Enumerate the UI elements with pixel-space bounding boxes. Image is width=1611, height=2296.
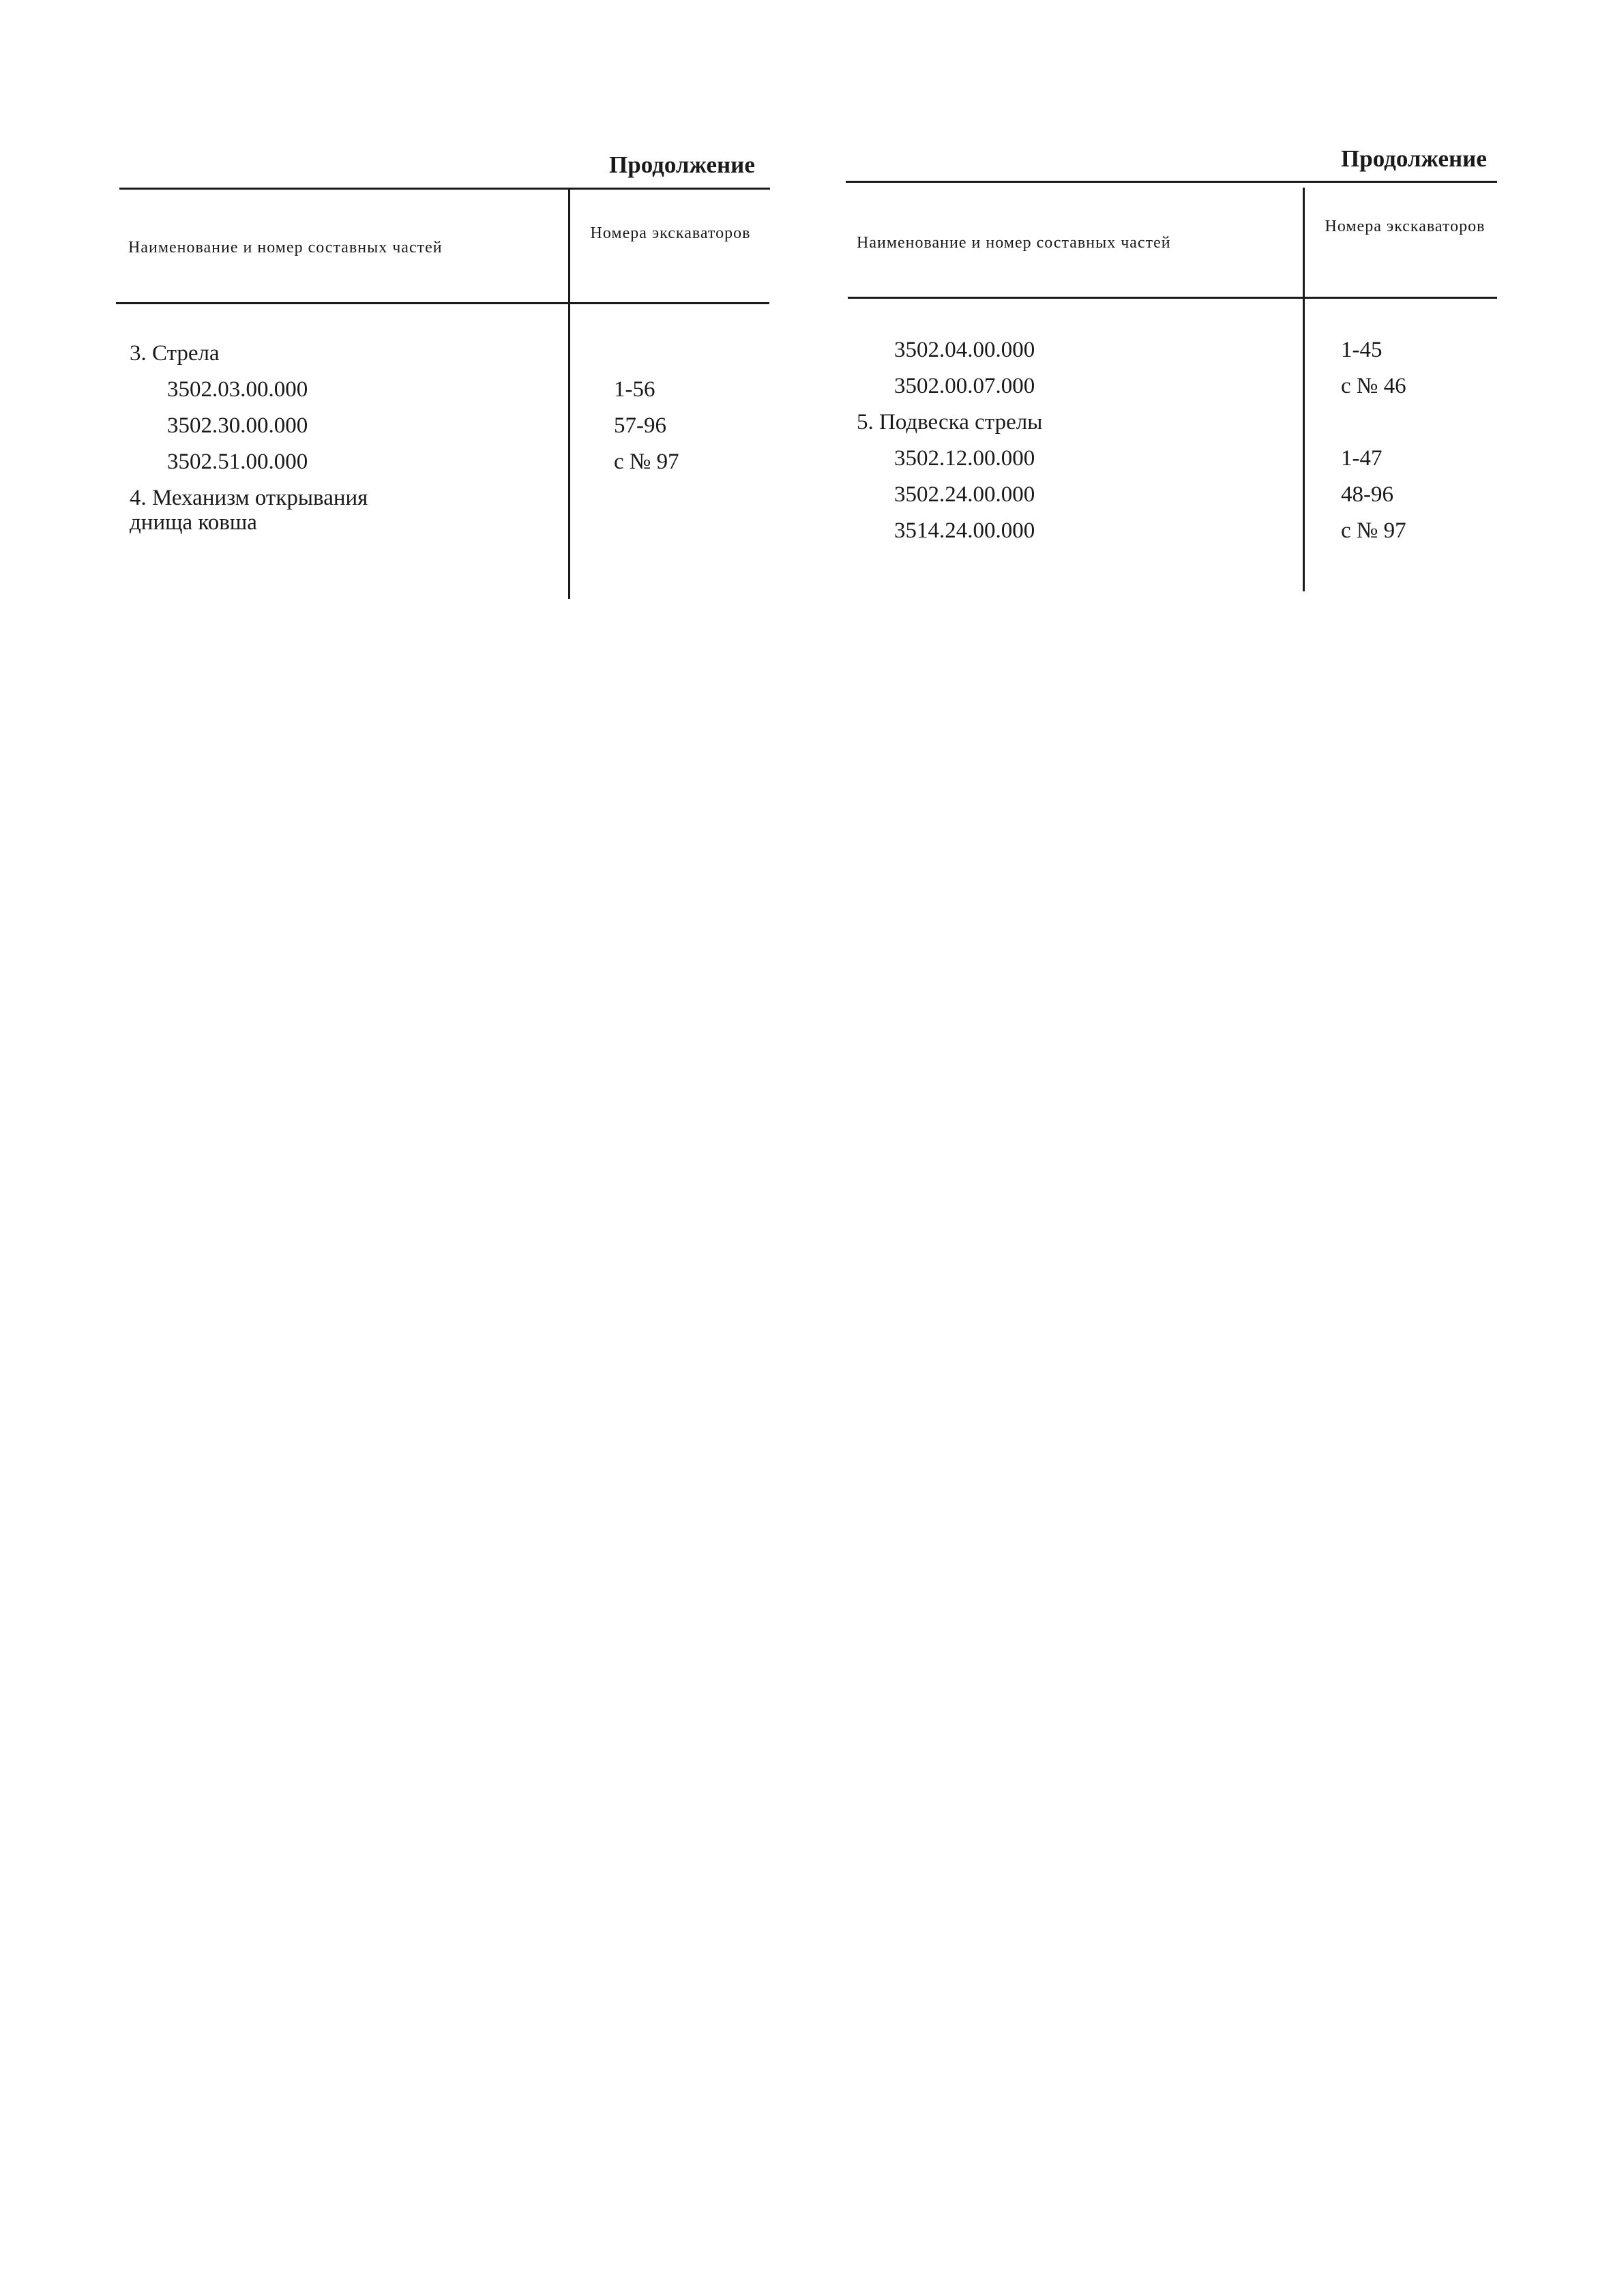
header-bottom-rule: [848, 297, 1497, 299]
column-header-name: Наименование и номер составных частей: [857, 234, 1171, 252]
table-row: [857, 410, 1498, 446]
header-bottom-rule: [116, 302, 769, 304]
table-row: [857, 482, 1498, 518]
table-top-rule: [846, 181, 1497, 183]
continuation-label: Продолжение: [1341, 145, 1487, 172]
part-name: 3502.51.00.000: [167, 450, 308, 474]
excavator-numbers: с № 97: [614, 450, 679, 474]
part-name: 3502.24.00.000: [894, 482, 1035, 507]
part-name: 3. Стрела: [130, 341, 220, 366]
part-name: 3502.04.00.000: [894, 338, 1035, 362]
table-row: [130, 413, 771, 450]
part-name: 3502.00.07.000: [894, 374, 1035, 398]
excavator-numbers: 48-96: [1341, 482, 1393, 507]
column-header-numbers: Номера экскаваторов: [1325, 218, 1486, 235]
continuation-label: Продолжение: [609, 151, 755, 178]
excavator-numbers: с № 46: [1341, 374, 1406, 398]
part-name: 3502.30.00.000: [167, 413, 308, 438]
table-row: [857, 338, 1498, 374]
excavator-numbers: 1-47: [1341, 446, 1383, 471]
table-body: [857, 338, 1498, 555]
table-row: [857, 446, 1498, 482]
excavator-numbers: с № 97: [1341, 518, 1406, 543]
part-name: 5. Подвеска стрелы: [857, 410, 1043, 435]
excavator-numbers: 1-56: [614, 377, 655, 402]
table-row: [130, 450, 771, 486]
excavator-numbers: 1-45: [1341, 338, 1383, 362]
part-name: 4. Механизм открывания днища ковша: [130, 486, 368, 535]
table-row: [857, 374, 1498, 410]
excavator-numbers: 57-96: [614, 413, 666, 438]
table-row: [857, 518, 1498, 555]
column-header-name: Наименование и номер составных частей: [128, 239, 443, 256]
table-row: [130, 377, 771, 413]
table-top-rule: [119, 188, 770, 190]
table-body: [130, 341, 771, 546]
table-row: [130, 486, 771, 546]
part-name: 3502.03.00.000: [167, 377, 308, 402]
part-name: 3502.12.00.000: [894, 446, 1035, 471]
column-header-numbers: Номера экскаваторов: [590, 224, 751, 242]
table-row: [130, 341, 771, 377]
part-name: 3514.24.00.000: [894, 518, 1035, 543]
